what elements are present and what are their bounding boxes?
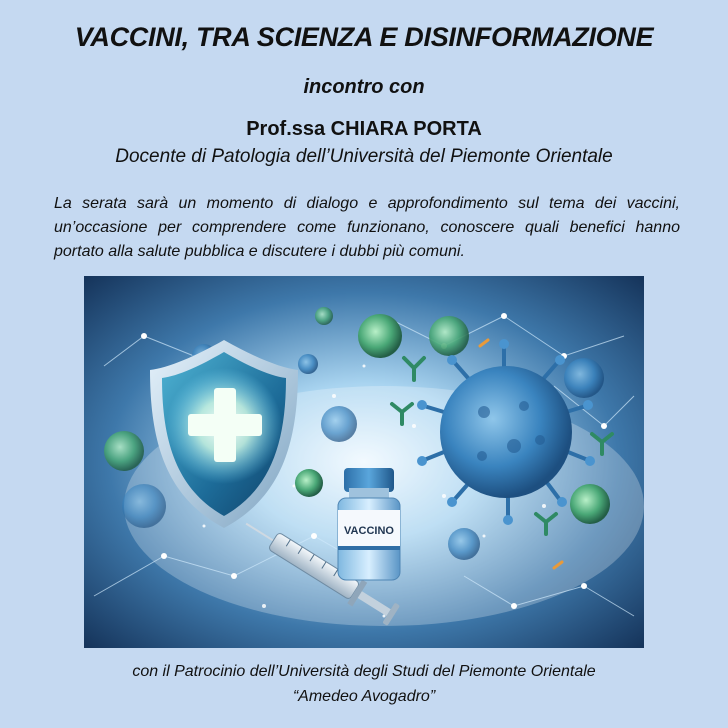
event-description: La serata sarà un momento di dialogo e approfondimento sul tema dei vaccini, un’occasione per comprendere come funzionano, conoscere quali benefici hanno portato alla salute pubblica e discutere i dubbi più comuni. (54, 195, 680, 260)
speaker-name: Prof.ssa CHIARA PORTA (246, 118, 482, 140)
event-subtitle: incontro con (303, 76, 425, 98)
vaccine-vial-icon (338, 468, 400, 580)
page-title: VACCINI, TRA SCIENZA E DISINFORMAZIONE (74, 22, 654, 52)
speaker-role: Docente di Patologia dell’Università del Piemonte Orientale (115, 146, 613, 167)
sponsorship-line: con il Patrocinio dell’Università degli Studi del Piemonte Orientale (132, 663, 596, 680)
university-name: “Amedeo Avogadro” (292, 688, 436, 705)
vaccine-illustration (84, 276, 644, 648)
vial-label: VACCINO (344, 525, 394, 537)
